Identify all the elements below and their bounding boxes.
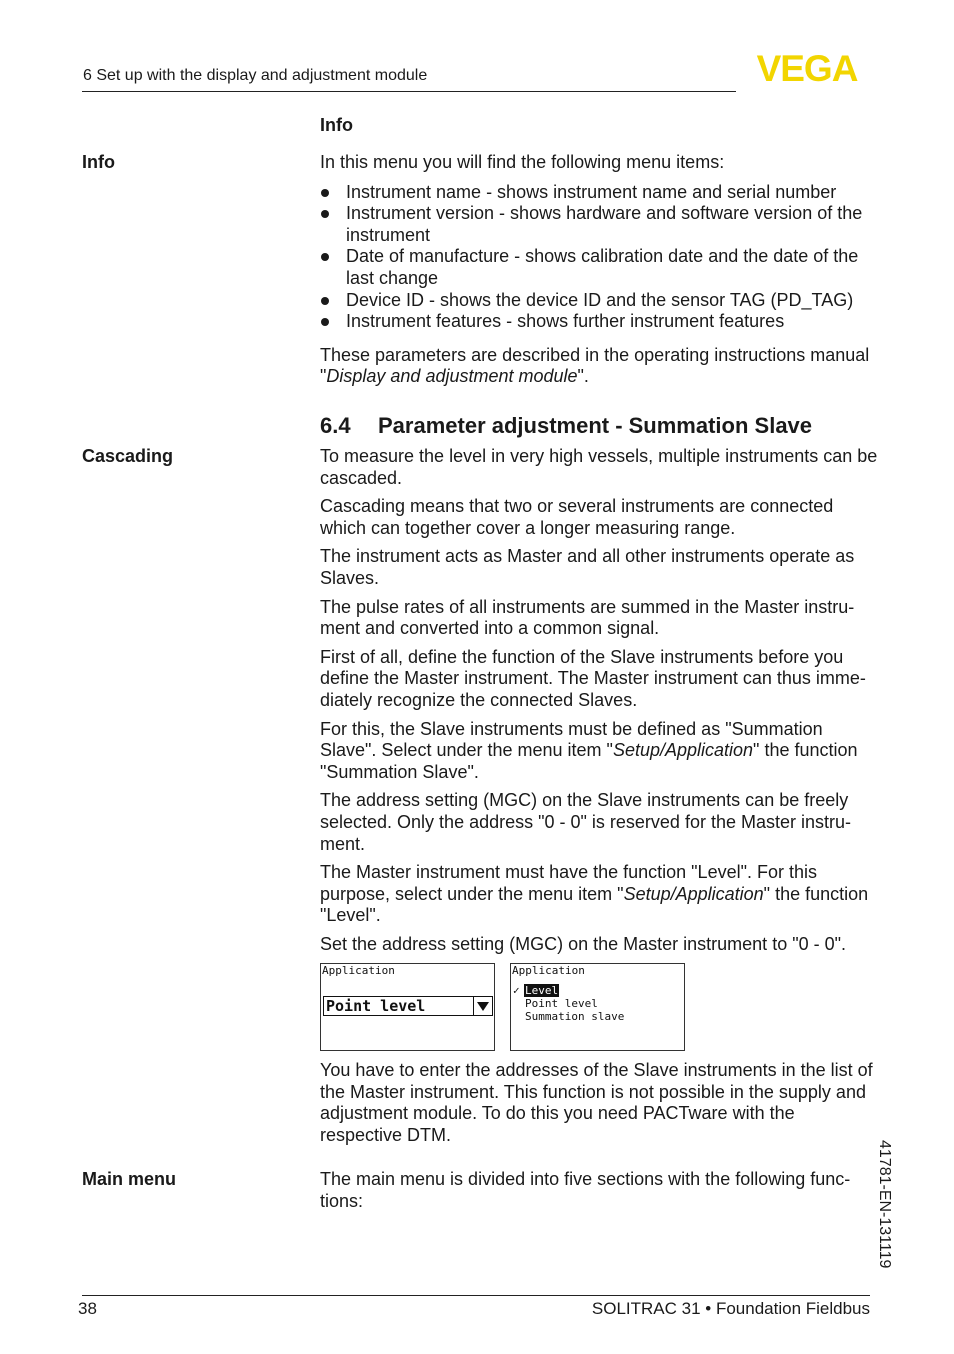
cascading-content: [320, 446, 880, 955]
side-label-cascading: Cascading: [82, 446, 174, 466]
paragraph: First of all, define the function of the Slave instruments before you define the Master instrument. The Master instrument can thus imme-diately recognize the connected Slaves.: [320, 646, 866, 710]
info-intro: In this menu you will find the following menu items:: [320, 152, 725, 172]
screen-title: Application: [322, 964, 395, 977]
section-title: Parameter adjustment - Summation Slave: [378, 413, 813, 438]
paragraph: The address setting (MGC) on the Slave instruments can be freely selected. Only the address "0 - 0" is reserved for the Master instru-ment.: [320, 790, 851, 854]
paragraph: You have to enter the addresses of the Slave instruments in the list of the Master instrument. This function is not possible in the supply and adjustment module. To do this you need PACTware with the respective DTM.: [320, 1060, 873, 1145]
document-id: 41781-EN-131119: [876, 1140, 893, 1269]
list-item: Instrument name - shows instrument name and serial number: [320, 182, 880, 204]
paragraph: The pulse rates of all instruments are summed in the Master instru-ment and converted into a common signal.: [320, 596, 855, 639]
screen-title: Application: [512, 964, 585, 977]
info-content: [320, 152, 880, 388]
section-number: 6.4: [320, 413, 351, 438]
check-mark-icon: ✓: [513, 984, 520, 997]
list-item: Instrument version - shows hardware and software version of the instrument: [320, 203, 866, 246]
side-label-main-menu: Main menu: [82, 1169, 177, 1189]
option-summation-slave[interactable]: Summation slave: [525, 1010, 625, 1023]
list-item: Device ID - shows the device ID and the sensor TAG (PD_TAG): [320, 290, 880, 312]
paragraph: For this, the Slave instruments must be defined as "Summation Slave". Select under the menu item "Setup/Application" the function "Summation Slave".: [320, 718, 858, 782]
paragraph: The instrument acts as Master and all other instruments operate as Slaves.: [320, 546, 855, 588]
main-menu-text: The main menu is divided into five sections with the following func-tions:: [320, 1169, 851, 1211]
list-item: Instrument features - shows further instrument features: [320, 311, 880, 333]
paragraph: To measure the level in very high vessels, multiple instruments can be cascaded.: [320, 446, 878, 488]
option-point-level[interactable]: Point level: [525, 997, 598, 1010]
display-screen-application-list: [510, 963, 685, 1051]
side-label-info: Info: [82, 152, 115, 172]
display-screen-application-select: [320, 963, 495, 1051]
info-menu-items-list: [320, 182, 880, 333]
dropdown-arrow-icon[interactable]: [473, 997, 492, 1015]
logo-text: VEGA: [756, 52, 858, 84]
paragraph: Set the address setting (MGC) on the Master instrument to "0 - 0".: [320, 933, 846, 954]
option-level[interactable]: Level: [525, 984, 559, 997]
running-header: 6 Set up with the display and adjustment module: [83, 67, 428, 84]
page-number: 38: [78, 1299, 97, 1318]
paragraph: The Master instrument must have the function "Level". For this purpose, select under the menu item "Setup/Application" the function "Level".: [320, 862, 869, 926]
list-item: Date of manufacture - shows calibration date and the date of the last change: [320, 246, 866, 289]
paragraph: Cascading means that two or several instruments are connected which can together cover a longer measuring range.: [320, 496, 834, 538]
header-rule: [82, 91, 736, 92]
info-heading: Info: [320, 115, 353, 135]
info-note: These parameters are described in the operating instructions manual "Display and adjustment module".: [320, 344, 870, 387]
vega-logo: [742, 52, 872, 84]
product-name: SOLITRAC 31 • Foundation Fieldbus: [591, 1299, 870, 1318]
footer-rule: [82, 1295, 870, 1296]
selected-value: Point level: [326, 997, 426, 1015]
application-select[interactable]: [323, 996, 493, 1016]
section-heading: [320, 413, 812, 439]
